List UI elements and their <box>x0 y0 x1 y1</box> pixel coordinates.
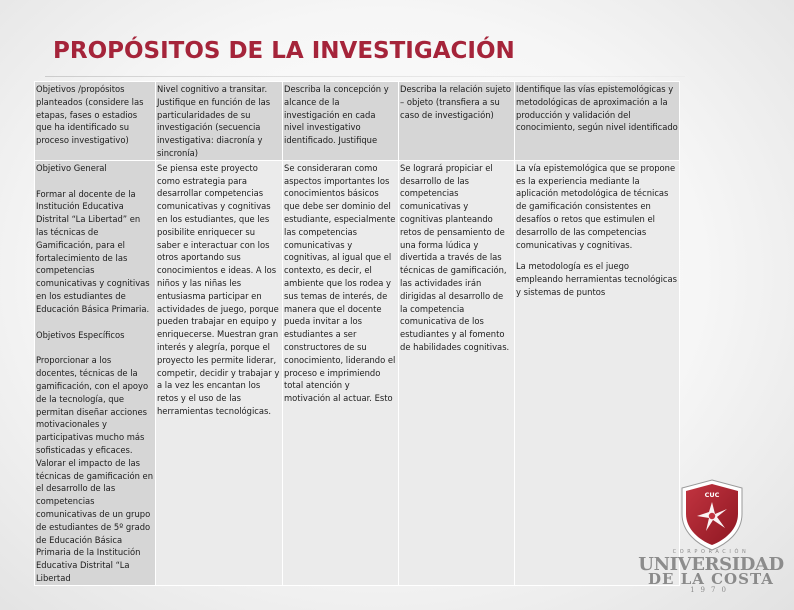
objetivos-especificos-text: Proporcionar a los docentes, técnicas de la gamificación, con el apoyo de la tecnología, que permitan diseñar acciones motivacionales y participativas mucho más sofisticadas y eficaces. Valorar el impacto de las técnicas de gamificación en el desarrollo de las competencias comunicativas de un grupo de estudiantes de 5º grado de Educación Básica Primaria de la Institución Educativa Distrital “La Libertad <box>36 355 154 583</box>
logo-de-la-costa-text: DE LA COSTA <box>648 570 774 588</box>
research-purposes-table <box>34 81 680 586</box>
cell-nivel-cognitivo: Se piensa este proyecto como estrategia para desarrollar competencias comunicativas y cognitivas en los estudiantes, que les posibilite enriquecer su saber e interactuar con los otros aportando sus conocimientos e ideas. A los niños y las niñas les entusiasma participar en actividades de juego, porque pueden trabajar en equipo y enriquecerse. Muestran gran interés y alegría, porque el proyecto les permite liderar, competir, decidir y trabajar y a la vez les encantan los retos y el uso de las herramientas tecnológicas. <box>156 160 283 585</box>
objetivo-general-text: Formar al docente de la Institución Educativa Distrital “La Libertad” en las técnicas de Gamificación, para el fortalecimiento de las competencias comunicativas y cognitivas en los estudiantes de Educación Básica Primaria. <box>36 188 150 314</box>
university-seal-icon <box>679 478 745 552</box>
logo-corporacion-text: CORPORACIÓN <box>672 549 750 555</box>
header-cell-relacion: Describa la relación sujeto – objeto (transfiera a su caso de investigación) <box>399 82 515 161</box>
cell-relacion: Se logrará propiciar el desarrollo de las competencias comunicativas y cognitivas planteando retos de pensamiento de una forma lúdica y divertida a través de las técnicas de gamificación, las actividades irán dirigidas al desarrollo de la competencia comunicativa de los estudiantes y al fomento de habilidades cognitivas. <box>399 160 515 585</box>
objetivos-especificos-label: Objetivos Específicos <box>36 329 125 340</box>
cell-vias <box>515 160 680 585</box>
university-logo <box>636 549 786 599</box>
cell-concepcion: Se consideraran como aspectos importantes los conocimientos básicos que debe ser dominio del estudiante, especialmente las competencias comunicativas y cognitivas, al igual que el contexto, es decir, el ambiente que los rodea y sus temas de interés, de manera que el docente pueda invitar a los estudiantes a ser constructores de su conocimiento, liderando el proceso e imprimiendo total atención y motivación al actuar. Esto <box>283 160 399 585</box>
header-cell-nivel-cognitivo: Nivel cognitivo a transitar. Justifique en función de las particularidades de su investigación (secuencia investigativa: diacronía y sincronía) <box>156 82 283 161</box>
logo-universidad-text: UNIVERSIDAD <box>638 554 784 575</box>
vias-paragraph-1: La vía epistemológica que se propone es la experiencia mediante la aplicación metodológica de técnicas de gamificación consistentes en desafíos o retos que estimulen el desarrollo de las competencias comunicativas y cognitivas. <box>516 162 676 250</box>
vias-paragraph-2: La metodología es el juego empleando herramientas tecnológicas y sistemas de puntos <box>516 261 678 297</box>
header-cell-objetivos: Objetivos /propósitos planteados (considere las etapas, fases o estadios que ha identificado su proceso investigativo) <box>35 82 156 161</box>
seal-text: CUC <box>704 491 720 499</box>
title-divider <box>45 76 685 77</box>
table-header-row <box>35 82 680 161</box>
header-cell-vias: Identifique las vías epistemológicas y metodológicas de aproximación a la producción y validación del conocimiento, según nivel identificado <box>515 82 680 161</box>
cell-objetivos <box>35 160 156 585</box>
slide-title: PROPÓSITOS DE LA INVESTIGACIÓN <box>53 38 515 64</box>
header-cell-concepcion: Describa la concepción y alcance de la investigación en cada nivel investigativo identificado. Justifique <box>283 82 399 161</box>
logo-year-text: 1970 <box>690 586 732 594</box>
table-body-row <box>35 160 680 585</box>
objetivo-general-label: Objetivo General <box>36 162 107 173</box>
